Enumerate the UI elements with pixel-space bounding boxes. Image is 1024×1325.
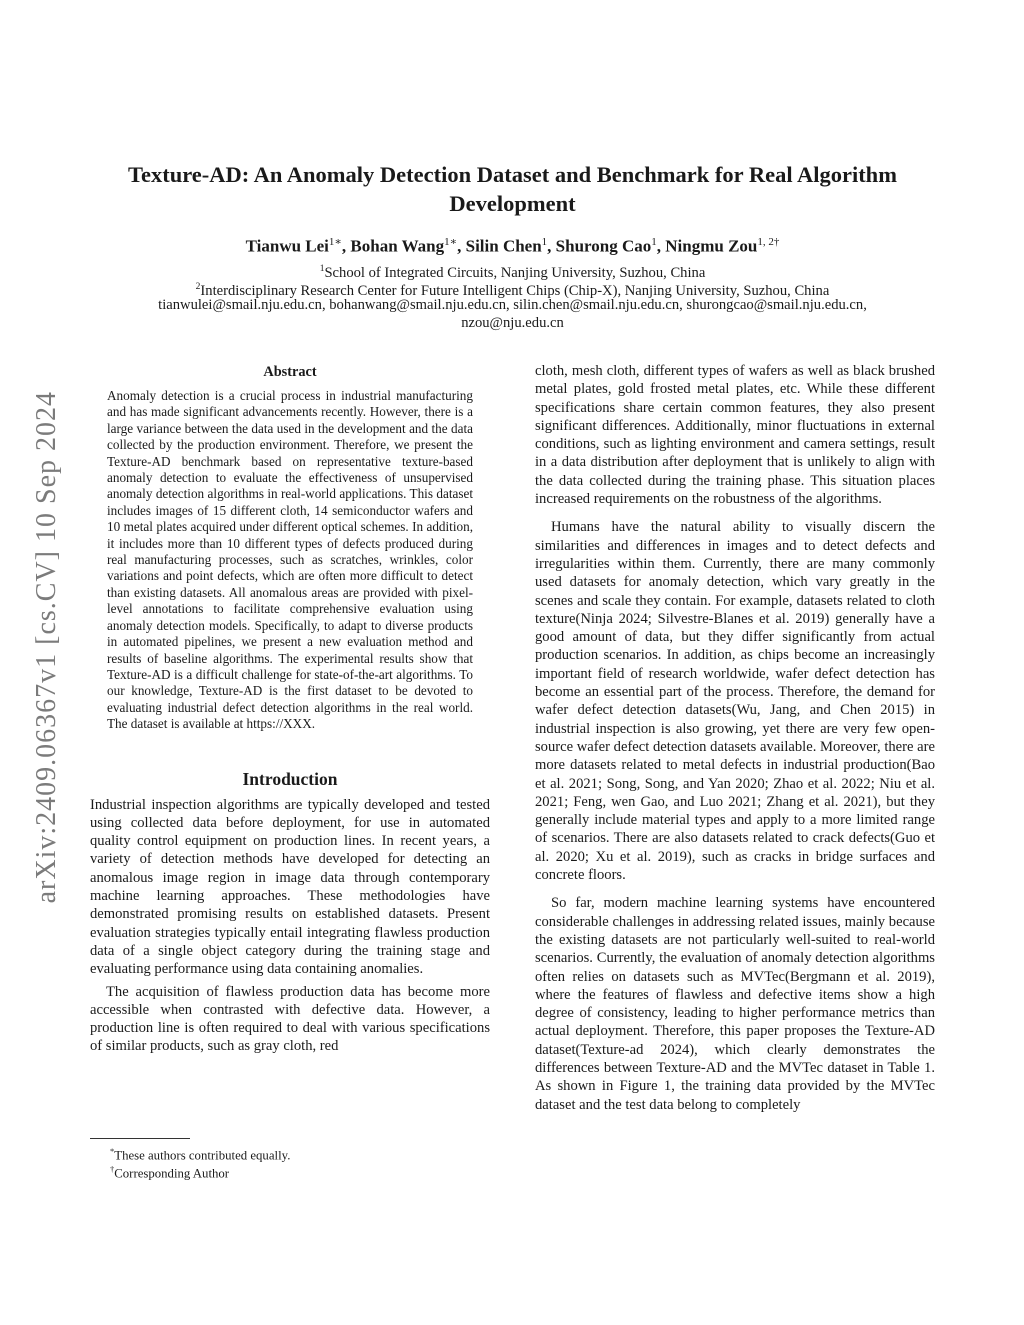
author-name: Bohan Wang	[350, 236, 445, 256]
introduction-heading: Introduction	[242, 768, 338, 789]
affiliation-mark: 2	[195, 282, 201, 292]
author-name: Shurong Cao	[555, 236, 652, 256]
abstract-text: Anomaly detection is a crucial process in industrial manufacturing and has made significant advancements recently. However, there is a large variance between the data used in the development and the data collected by the production environment. Therefore, we present the Texture-AD benchmark based on representative texture-based anomaly detection to evaluate the effectiveness of unsupervised anomaly detection algorithms in real-world applications. This dataset includes images of 15 different cloth, 14 semiconductor wafers and 10 metal plates acquired under different optical schemes. In addition, it includes more than 10 different types of defects produced during real manufacturing processes, such as scratches, wrinkles, color variations and point defects, which are often more difficult to detect than existing datasets. All anomalous areas are provided with pixel-level annotations to facilitate comprehensive evaluation using anomaly detection models. Specifically, to adapt to diverse products in automated pipelines, we present a new evaluation method and results of baseline algorithms. The experimental results show that Texture-AD is a difficult challenge for state-of-the-art algorithms. To our knowledge, Texture-AD is the first dataset to be devoted to evaluating industrial defect detection algorithms in the real world. The dataset is available at https://XXX.	[107, 388, 473, 732]
body-paragraph-1: cloth, mesh cloth, different types of wafers as well as black brushed metal plates, gold frosted metal plates, etc. While these different specifications share certain common features, they also present significant differences. Additionally, minor fluctuations in external conditions, such as lighting environment and camera settings, result in a data distribution after deployment that is unlikely to align with the data collected during the training phase. This situation places increased requirements on the robustness of the algorithms.	[535, 363, 935, 508]
affiliation-text: School of Integrated Circuits, Nanjing University, Suzhou, China	[324, 264, 706, 281]
footnote-text: Corresponding Author	[114, 1166, 230, 1181]
affiliation-mark: 1	[319, 264, 325, 274]
emails-line-2: nzou@nju.edu.cn	[461, 315, 564, 331]
author-affil-mark: 1	[651, 236, 657, 248]
author-emails	[90, 296, 935, 332]
author-name: Tianwu Lei	[245, 236, 329, 256]
arxiv-sidebar	[30, 352, 64, 942]
author-affil-mark: 1∗	[444, 236, 458, 248]
footnote-divider	[90, 1138, 190, 1139]
left-column	[90, 362, 490, 1056]
affiliation-text: Interdisciplinary Research Center for Future Intelligent Chips (Chip-X), Nanjing University, Suzhou, China	[200, 282, 830, 299]
author-name: Ningmu Zou	[665, 236, 758, 256]
author-list: Tianwu Lei$^{1∗}$, Bohan Wang$^{1∗}$, Silin Chen$^1$, Shurong Cao$^1$, Ningmu Zou$^{1, 2\dagger}$	[245, 236, 780, 256]
right-column	[535, 362, 935, 1114]
introduction-paragraph-2: The acquisition of flawless production data has become more accessible when contrasted with defective data. However, a production line is often required to deal with various specifications of similar products, such as gray cloth, red	[90, 983, 490, 1055]
footnote-mark: †	[110, 1164, 115, 1174]
introduction-paragraph-1: Industrial inspection algorithms are typically developed and tested using collected data before deployment, for use in automated quality control equipment on production lines. In recent years, a variety of detection methods have developed for detecting an anomalous image region in image data through contemporary machine learning approaches. These methodologies have demonstrated promising results on established datasets. Present evaluation strategies typically entail integrating flawless production data of a single object category during the training stage and evaluating performance using data containing anomalies.	[90, 796, 490, 978]
footnote-text: These authors contributed equally.	[114, 1148, 291, 1163]
arxiv-identifier: arXiv:2409.06367v1 [cs.CV] 10 Sep 2024	[31, 390, 62, 904]
author-affil-mark: 1∗	[328, 236, 342, 248]
author-name: Silin Chen	[465, 236, 542, 256]
author-affil-mark: 1	[541, 236, 548, 248]
emails-line-1: tianwulei@smail.nju.edu.cn, bohanwang@smail.nju.edu.cn, silin.chen@smail.nju.edu.cn, shurongcao@smail.nju.edu.cn,	[158, 297, 867, 313]
body-paragraph-2: Humans have the natural ability to visually discern the similarities and differences in images and to detect defects and irregularities within them. Currently, there are many commonly used datasets for anomaly detection, which vary greatly in the scenes and scale they contain. For example, datasets related to cloth texture(Ninja 2024; Silvestre-Blanes et al. 2019) generally have a good amount of data, but they differ significantly from actual production scenarios. In addition, as chips become an increasingly important field of research worldwide, wafer defect detection has become an essential part of the process. Therefore, the demand for wafer defect detection datasets(Wu, Jang, and Chen 2015) in industrial inspection is also growing, yet there are very few open-source wafer defect detection datasets available. Moreover, there are more datasets related to metal defects in industrial production(Bao et al. 2021; Song, Song, and Yan 2020; Zhao et al. 2022; Niu et al. 2021; Feng, wen Gao, and Luo 2021; Zhang et al. 2021), but they generally include material types and apply to a more limited range of scenarios. There are also datasets related to crack defects(Guo et al. 2020; Xu et al. 2019), such as cracks in bridge surfaces and concrete floors.	[535, 519, 935, 884]
abstract-heading: Abstract	[263, 364, 317, 380]
footnote-corresponding-author	[110, 1161, 229, 1181]
author-affil-mark: 1, 2†	[757, 236, 780, 248]
body-paragraph-3: So far, modern machine learning systems have encountered considerable challenges in addressing related issues, mainly because the existing datasets are not particularly well-suited to real-world scenarios. Currently, the evaluation of anomaly detection algorithms often relies on datasets such as MVTec(Bergmann et al. 2019), where the features of flawless and defective items show a high degree of consistency, leading to higher performance metrics than actual deployment. Therefore, this paper proposes the Texture-AD dataset(Texture-ad 2024), which clearly demonstrates the differences between Texture-AD and the MVTec dataset in Table 1. As shown in Figure 1, the training data provided by the MVTec dataset and the test data belong to completely	[535, 895, 935, 1113]
footnote-mark: *	[110, 1146, 115, 1156]
paper-title: Texture-AD: An Anomaly Detection Dataset and Benchmark for Real Algorithm Development	[128, 162, 897, 216]
